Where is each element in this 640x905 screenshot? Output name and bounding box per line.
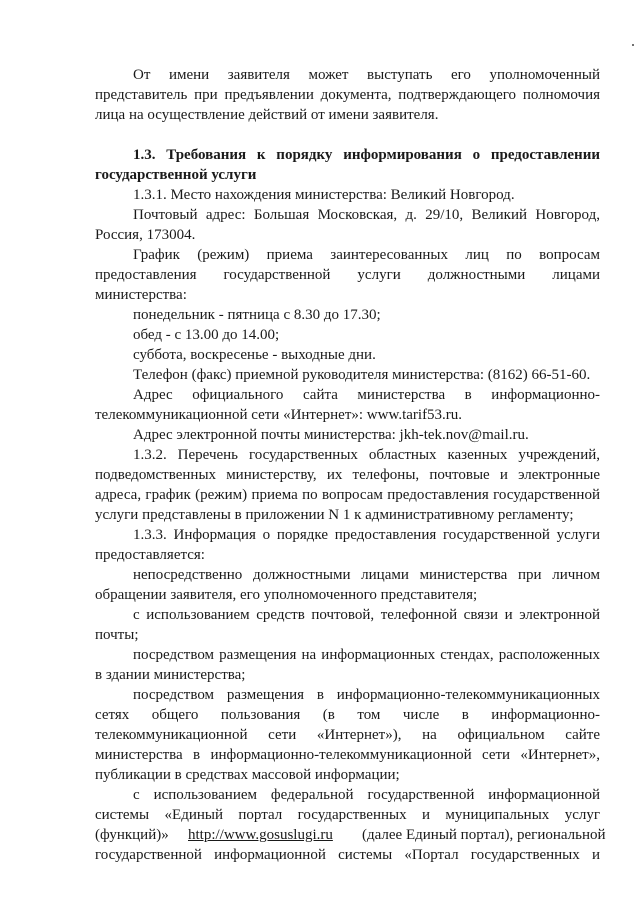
paragraph-line: обед - с 13.00 до 14.00;	[133, 327, 280, 343]
paragraph-line: министерства в информационно-телекоммуникационной сети «Интернет»,	[95, 747, 600, 763]
paragraph-line: сетях общего пользования (в том числе в информационно-	[95, 707, 600, 723]
paragraph-line: телекоммуникационной сети «Интернет»: www.tarif53.ru.	[95, 407, 463, 423]
paragraph-line: предоставляется:	[95, 547, 205, 563]
paragraph-line: лица на осуществление действий от имени заявителя.	[95, 107, 439, 123]
paragraph-line: обращении заявителя, его уполномоченного представителя;	[95, 587, 478, 603]
section-heading: государственной услуги	[95, 167, 257, 183]
paragraph-line: публикации в средствах массовой информации;	[95, 767, 400, 783]
paragraph-line: непосредственно должностными лицами министерства при личном	[133, 567, 600, 583]
paragraph-line: посредством размещения в информационно-телекоммуникационных	[133, 687, 600, 703]
paragraph-line: Телефон (факс) приемной руководителя министерства: (8162) 66-51-60.	[133, 367, 591, 383]
paragraph-line: представитель при предъявлении документа, подтверждающего полномочия	[95, 87, 600, 103]
scan-speck	[632, 44, 634, 46]
paragraph-line: 1.3.3. Информация о порядке предоставления государственной услуги	[133, 527, 600, 543]
paragraph-line: суббота, воскресенье - выходные дни.	[133, 347, 376, 363]
paragraph-line: понедельник - пятница с 8.30 до 17.30;	[133, 307, 381, 323]
paragraph-line: 1.3.1. Место нахождения министерства: Великий Новгород.	[133, 187, 515, 203]
paragraph-line: График (режим) приема заинтересованных лиц по вопросам	[133, 247, 600, 263]
paragraph-line: адреса, график (режим) приема по вопросам предоставления государственной	[95, 487, 600, 503]
paragraph-line: государственной информационной системы «Портал государственных и	[95, 847, 600, 863]
paragraph-line: 1.3.2. Перечень государственных областных казенных учреждений,	[133, 447, 600, 463]
paragraph-line: с использованием федеральной государственной информационной	[133, 787, 600, 803]
paragraph-line: Почтовый адрес: Большая Московская, д. 29/10, Великий Новгород,	[133, 207, 600, 223]
paragraph-line: посредством размещения на информационных стендах, расположенных	[133, 647, 600, 663]
paragraph-line: Адрес электронной почты министерства: jkh-tek.nov@mail.ru.	[133, 427, 529, 443]
paragraph-line: почты;	[95, 627, 139, 643]
paragraph-line: предоставления государственной услуги должностными лицами	[95, 267, 600, 283]
paragraph-line: (функций)»	[95, 827, 169, 843]
paragraph-line: системы «Единый портал государственных и муниципальных услуг	[95, 807, 600, 823]
paragraph-line: в здании министерства;	[95, 667, 246, 683]
paragraph-line: с использованием средств почтовой, телефонной связи и электронной	[133, 607, 600, 623]
gosuslugi-link[interactable]: http://www.gosuslugi.ru	[188, 827, 333, 843]
paragraph-line: подведомственных министерству, их телефоны, почтовые и электронные	[95, 467, 600, 483]
paragraph-line: (далее Единый портал), региональной	[362, 827, 606, 843]
paragraph-line: услуги представлены в приложении N 1 к административному регламенту;	[95, 507, 574, 523]
paragraph-line: Адрес официального сайта министерства в информационно-	[133, 387, 600, 403]
paragraph-line: От имени заявителя может выступать его уполномоченный	[133, 67, 600, 83]
paragraph-line: Россия, 173004.	[95, 227, 196, 243]
paragraph-line: министерства:	[95, 287, 187, 303]
section-heading: 1.3. Требования к порядку информирования о предоставлении	[133, 147, 600, 163]
paragraph-line: телекоммуникационной сети «Интернет»), на официальном сайте	[95, 727, 600, 743]
